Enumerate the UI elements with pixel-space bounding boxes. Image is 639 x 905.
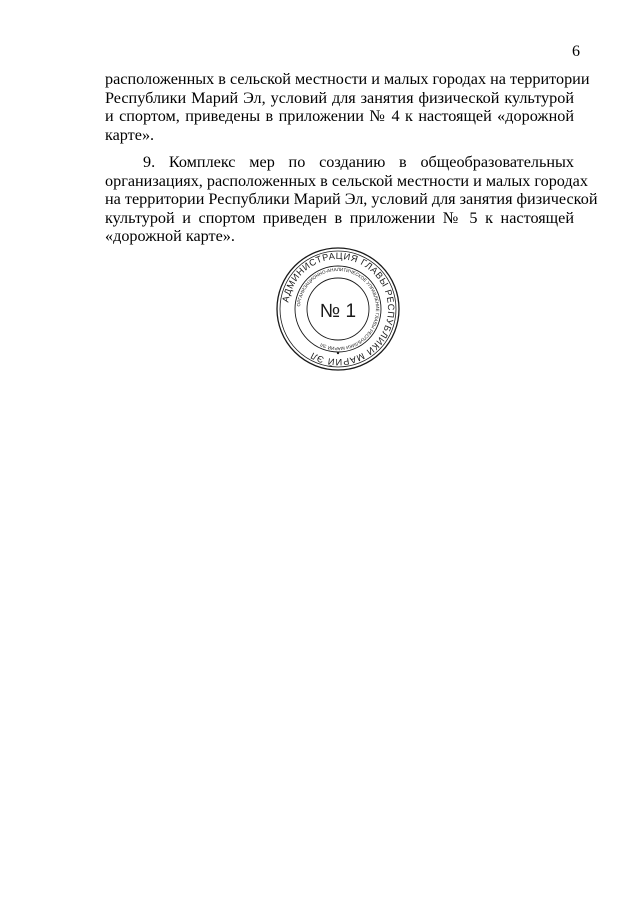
- paragraph-line: карте».: [105, 125, 155, 144]
- paragraph-line: расположенных в сельской местности и малых городах на территории: [105, 70, 590, 88]
- paragraph-1: [105, 70, 590, 144]
- paragraph-line: организациях, расположенных в сельской местности и малых городах: [105, 171, 588, 190]
- page-number: 6: [572, 43, 580, 60]
- paragraph-9: [105, 153, 598, 246]
- seal-graphic: [275, 246, 401, 372]
- paragraph-line: культурой и спортом приведен в приложении № 5 к настоящей: [105, 208, 574, 227]
- seal-number: № 1: [319, 301, 357, 322]
- seal-dot: [337, 352, 339, 354]
- seal-inner-text: ОРГАНИЗАЦИОННО-АНАЛИТИЧЕСКОЕ УПРАВЛЕНИЕ ГЛАВЫ РЕСПУБЛИКИ МАРИЙ ЭЛ: [296, 266, 381, 352]
- paragraph-line: на территории Республики Марий Эл, условий для занятия физической: [105, 190, 598, 209]
- paragraph-line: и спортом, приведены в приложении № 4 к настоящей «дорожной: [105, 107, 574, 126]
- paragraph-line: Республики Марий Эл, условий для занятия физической культурой: [105, 88, 574, 107]
- seal-outer-text: АДМИНИСТРАЦИЯ ГЛАВЫ РЕСПУБЛИКИ МАРИЙ ЭЛ: [280, 250, 397, 368]
- paragraph-line: «дорожной карте».: [105, 227, 235, 246]
- paragraph-line: 9. Комплекс мер по созданию в общеобразовательных: [143, 153, 574, 171]
- official-seal: [275, 246, 401, 372]
